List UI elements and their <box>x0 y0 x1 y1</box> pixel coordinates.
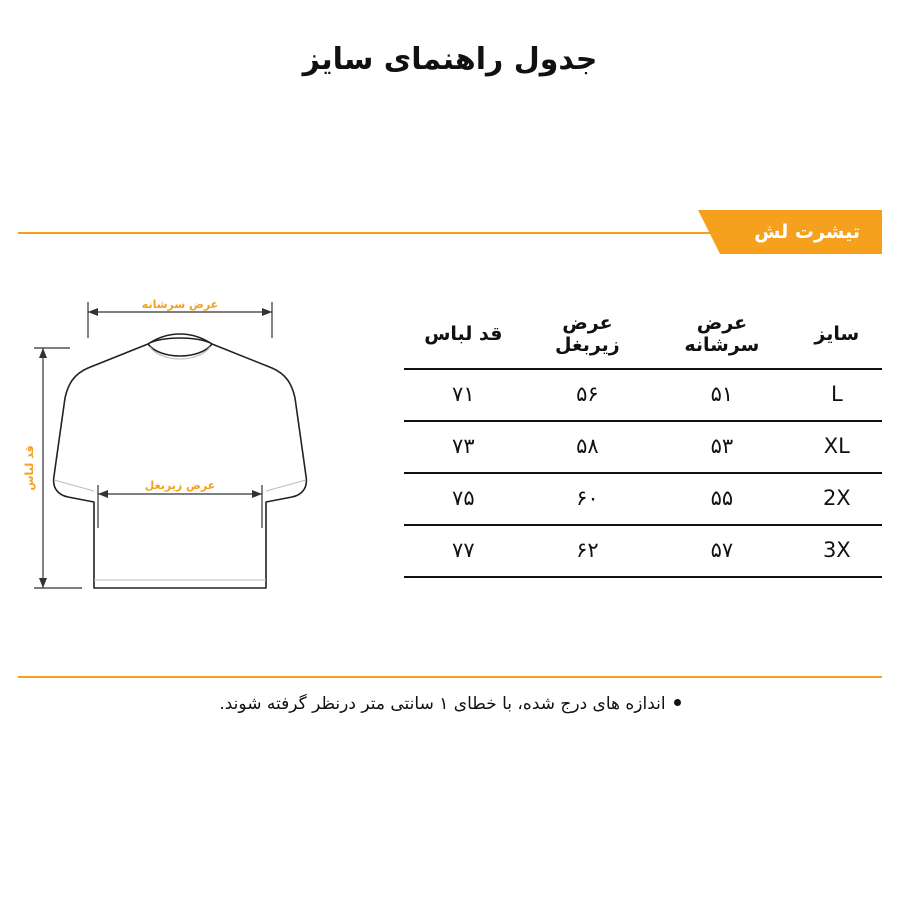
cell-length: ۷۱ <box>404 369 523 421</box>
cell-size: 3X <box>792 525 882 577</box>
svg-text:عرض سرشانه: عرض سرشانه <box>141 298 219 311</box>
cell-shoulder: ۵۷ <box>652 525 792 577</box>
cell-chest: ۵۸ <box>523 421 652 473</box>
svg-text:عرض زیربغل: عرض زیربغل <box>144 479 216 492</box>
cell-chest: ۶۰ <box>523 473 652 525</box>
cell-chest: ۵۶ <box>523 369 652 421</box>
section-header <box>18 210 882 254</box>
cell-chest: ۶۲ <box>523 525 652 577</box>
column-header-length: قد لباس <box>404 300 523 369</box>
table-row <box>404 369 882 421</box>
tshirt-illustration <box>10 280 390 620</box>
cell-size: XL <box>792 421 882 473</box>
bullet-icon <box>674 699 681 706</box>
cell-shoulder: ۵۵ <box>652 473 792 525</box>
table-row <box>404 473 882 525</box>
svg-text:قد لباس: قد لباس <box>23 445 36 491</box>
column-header-size: سایز <box>792 300 882 369</box>
column-header-chest: عرض زیربغل <box>523 300 652 369</box>
cell-shoulder: ۵۱ <box>652 369 792 421</box>
page-title: جدول راهنمای سایز <box>302 42 598 77</box>
size-table <box>404 300 882 578</box>
footer-divider-line <box>18 676 882 678</box>
table-row <box>404 421 882 473</box>
cell-length: ۷۳ <box>404 421 523 473</box>
cell-shoulder: ۵۳ <box>652 421 792 473</box>
cell-size: 2X <box>792 473 882 525</box>
cell-length: ۷۵ <box>404 473 523 525</box>
table-row <box>404 525 882 577</box>
footer-note <box>18 694 882 714</box>
cell-size: L <box>792 369 882 421</box>
table-header-row <box>404 300 882 369</box>
footer-note-text: اندازه های درج شده، با خطای ۱ سانتی متر درنظر گرفته شوند. <box>219 694 666 714</box>
section-tab-label: تیشرت لش <box>720 210 882 254</box>
cell-length: ۷۷ <box>404 525 523 577</box>
column-header-shoulder: عرض سرشانه <box>652 300 792 369</box>
